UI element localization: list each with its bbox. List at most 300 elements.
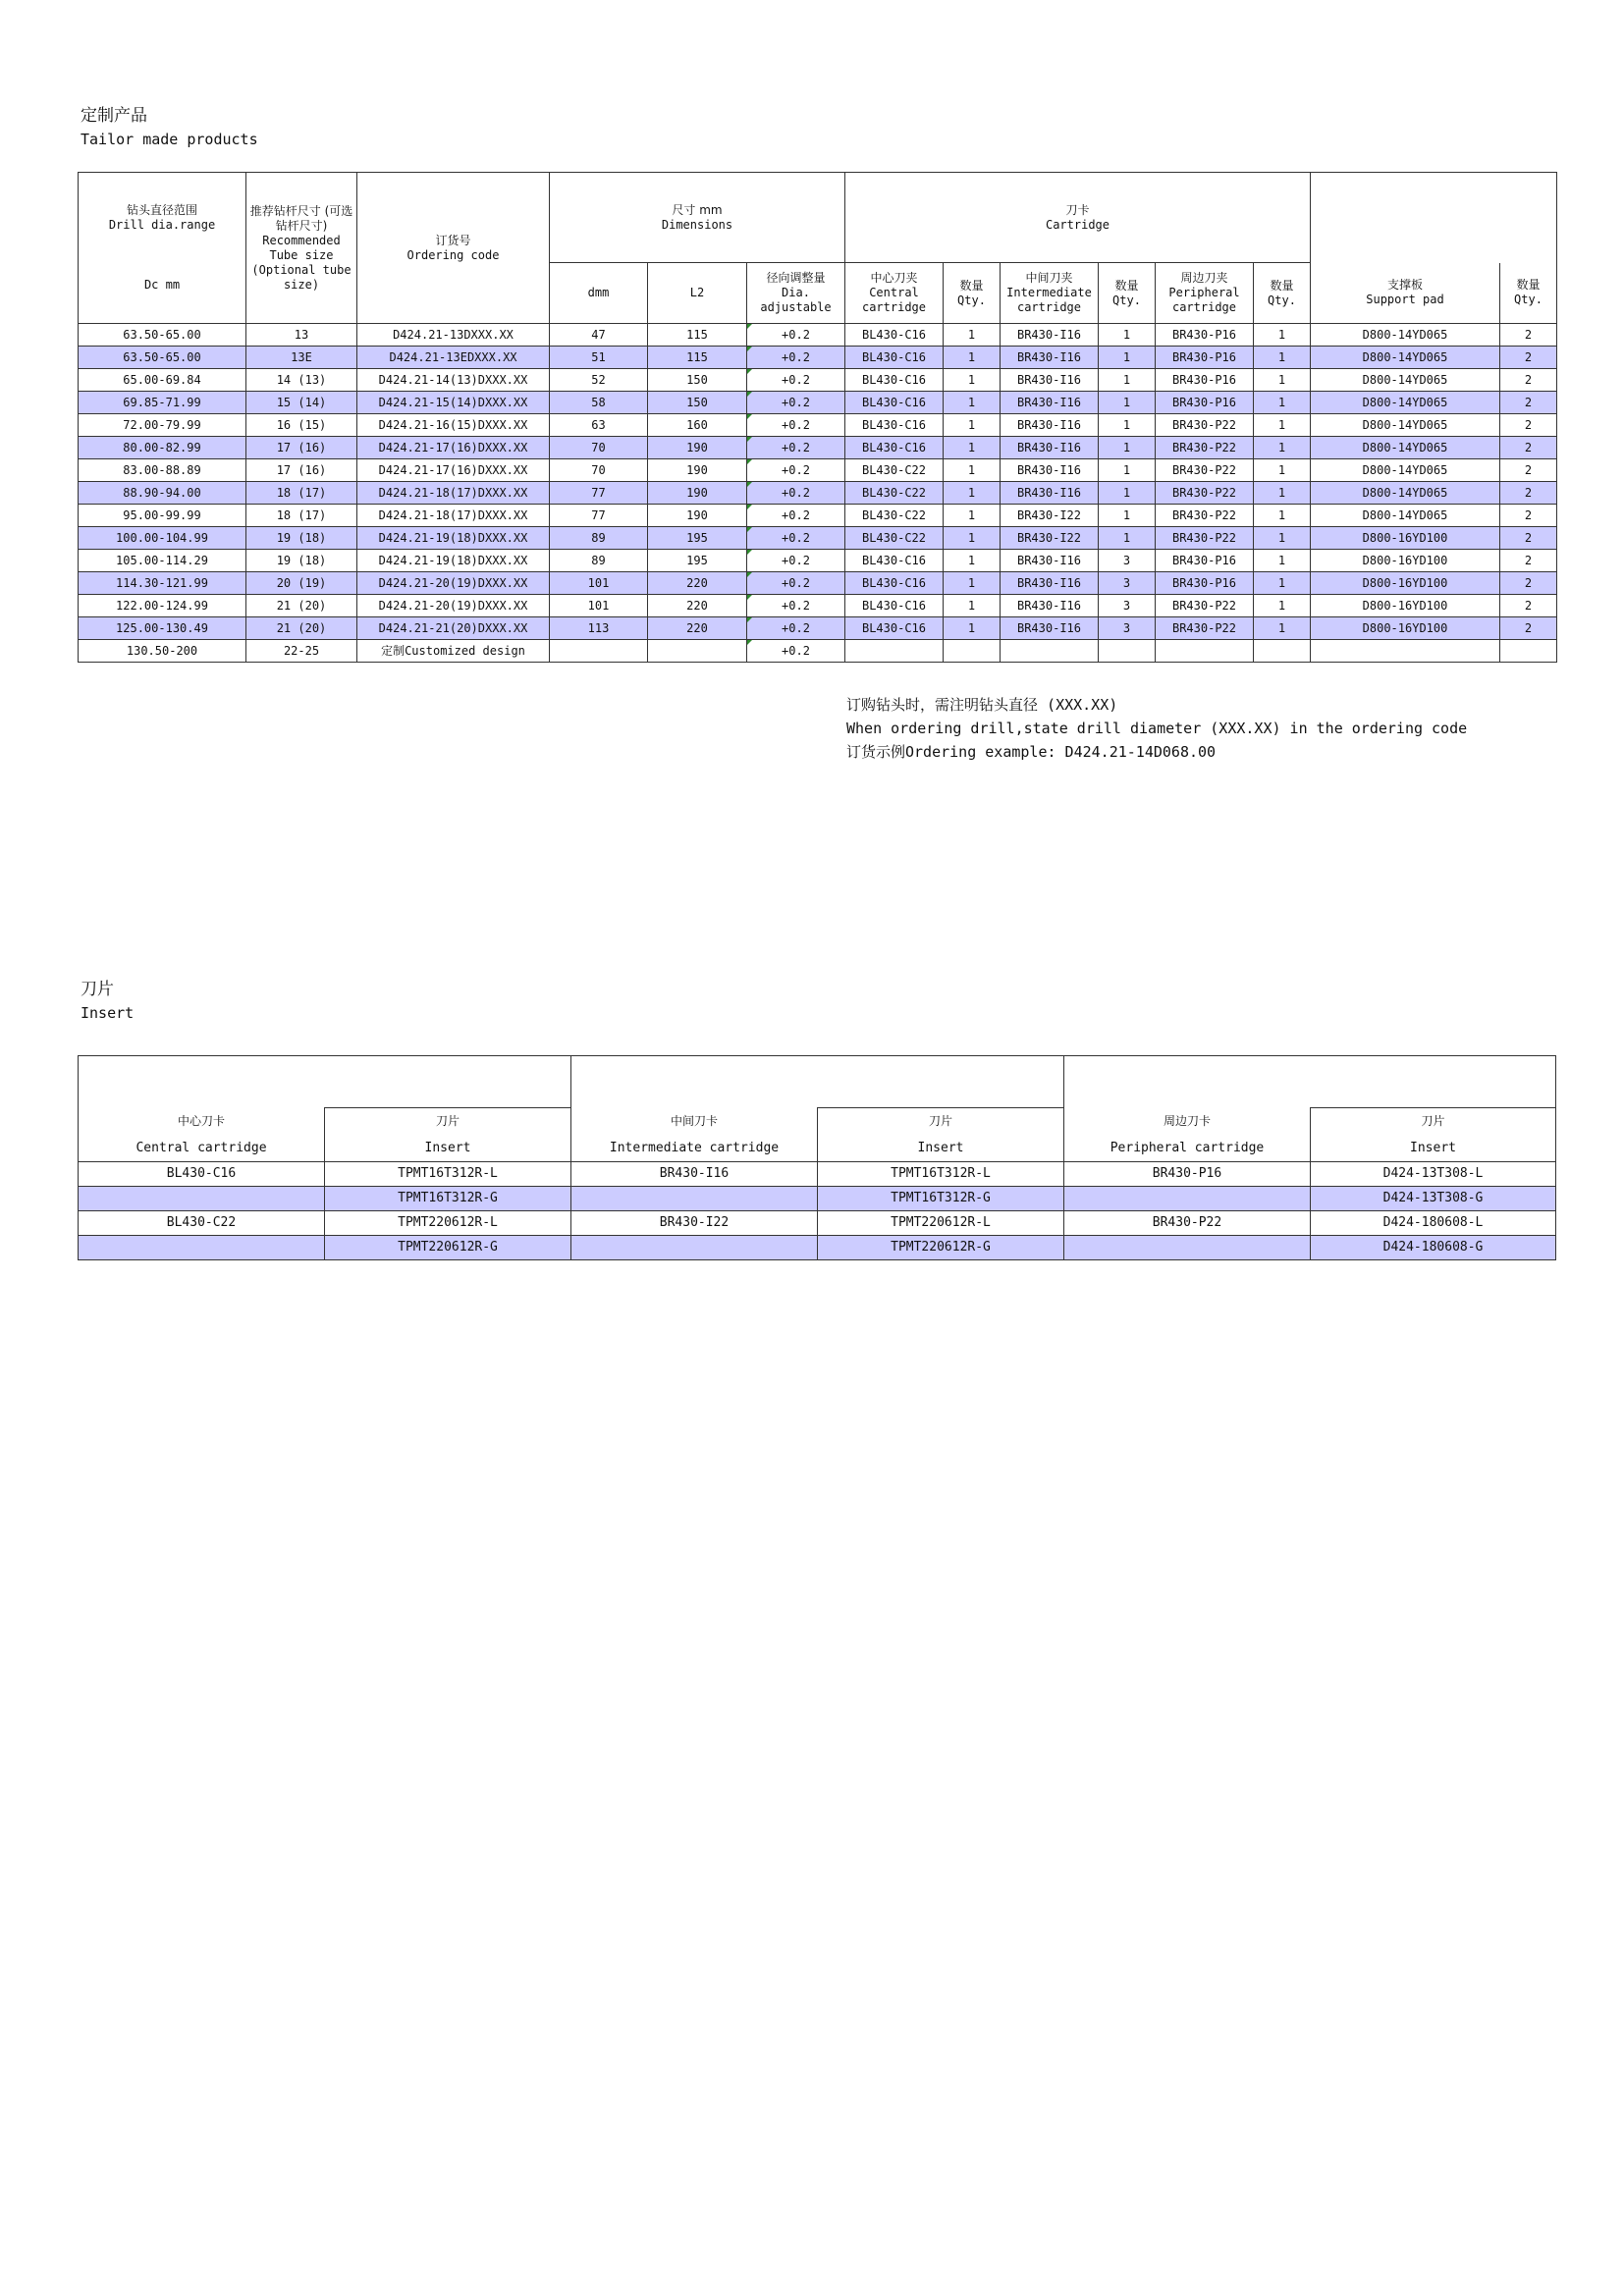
cell-dia-adjustable: +0.2: [747, 347, 845, 369]
cell-drill-range: 69.85-71.99: [79, 392, 246, 414]
cell-l2: 220: [648, 595, 747, 617]
cell-l2: 150: [648, 392, 747, 414]
cell-peripheral-cartridge: [1156, 640, 1254, 663]
cell-central-cartridge: BL430-C16: [845, 414, 944, 437]
cell-dia-adjustable: +0.2: [747, 550, 845, 572]
header-cartridge-cn: 刀卡: [1065, 202, 1090, 217]
note-ordering-example: 订货示例Ordering example: D424.21-14D068.00: [846, 743, 1217, 761]
cell-tube-size: 18 (17): [246, 482, 357, 505]
cell-peripheral-cartridge: BR430-P16: [1156, 347, 1254, 369]
cell-support-pad: D800-14YD065: [1311, 392, 1500, 414]
cell-intermediate-cartridge: [571, 1236, 818, 1260]
cell-intermediate-cartridge: BR430-I16: [1001, 414, 1099, 437]
insert-header-insert-cn: 刀片: [435, 1114, 460, 1128]
cell-dia-adjustable: +0.2: [747, 595, 845, 617]
cell-ordering-code: D424.21-21(20)DXXX.XX: [357, 617, 550, 640]
header-qty-peripheral: [1254, 263, 1311, 324]
cell-l2: 160: [648, 414, 747, 437]
cell-peripheral-cartridge: BR430-P22: [1156, 505, 1254, 527]
cell-l2: 220: [648, 617, 747, 640]
cell-qty-pad: 2: [1500, 595, 1557, 617]
cell-tube-size: 21 (20): [246, 595, 357, 617]
cell-dia-adjustable: +0.2: [747, 437, 845, 459]
insert-header-central-cn: 中心刀卡: [177, 1113, 225, 1128]
cell-qty-central: 1: [944, 392, 1001, 414]
cell-qty-peripheral: 1: [1254, 527, 1311, 550]
cell-central-cartridge: BL430-C22: [845, 459, 944, 482]
cell-intermediate-cartridge: BR430-I16: [1001, 482, 1099, 505]
cell-central-cartridge: BL430-C22: [79, 1211, 325, 1236]
cell-qty-peripheral: 1: [1254, 550, 1311, 572]
section-title-en: Tailor made products: [81, 131, 258, 148]
cell-qty-pad: 2: [1500, 572, 1557, 595]
cell-dia-adjustable: +0.2: [747, 482, 845, 505]
cell-support-pad: D800-14YD065: [1311, 459, 1500, 482]
section-title-tailor-made: [81, 104, 258, 151]
header-central-cartridge: [845, 263, 944, 324]
cell-qty-intermediate: 3: [1099, 572, 1156, 595]
cell-tube-size: 20 (19): [246, 572, 357, 595]
header-qty-en: Qty.: [957, 293, 986, 307]
cell-ordering-code: D424.21-14(13)DXXX.XX: [357, 369, 550, 392]
cell-qty-pad: 2: [1500, 505, 1557, 527]
cell-qty-peripheral: 1: [1254, 414, 1311, 437]
cell-intermediate-cartridge: BR430-I16: [1001, 369, 1099, 392]
product-row: [79, 505, 1557, 527]
cell-qty-peripheral: 1: [1254, 369, 1311, 392]
product-row: [79, 437, 1557, 459]
product-row: [79, 595, 1557, 617]
insert-group-central: [79, 1056, 571, 1108]
cell-ordering-code: D424.21-16(15)DXXX.XX: [357, 414, 550, 437]
cell-qty-peripheral: 1: [1254, 572, 1311, 595]
cell-dia-adjustable: +0.2: [747, 324, 845, 347]
cell-l2: 195: [648, 550, 747, 572]
product-row: [79, 459, 1557, 482]
cell-l2: 115: [648, 324, 747, 347]
cell-qty-pad: 2: [1500, 392, 1557, 414]
cell-qty-central: 1: [944, 414, 1001, 437]
cell-peripheral-insert: D424-180608-G: [1311, 1236, 1556, 1260]
cell-tube-size: 17 (16): [246, 459, 357, 482]
product-row: [79, 324, 1557, 347]
cell-qty-intermediate: 1: [1099, 437, 1156, 459]
cell-dia-adjustable: +0.2: [747, 527, 845, 550]
cell-intermediate-cartridge: BR430-I22: [1001, 505, 1099, 527]
cell-peripheral-cartridge: BR430-P16: [1156, 369, 1254, 392]
insert-header-insert-en: Insert: [917, 1141, 964, 1155]
header-dmm: dmm: [550, 263, 648, 324]
cell-dmm: 113: [550, 617, 648, 640]
products-table-body: [79, 324, 1557, 663]
header-dimensions: [550, 173, 845, 263]
header-pad-cn: 支撑板: [1386, 278, 1423, 293]
cell-qty-central: [944, 640, 1001, 663]
cell-support-pad: D800-14YD065: [1311, 505, 1500, 527]
ordering-notes: [846, 693, 1467, 764]
cell-intermediate-cartridge: [1001, 640, 1099, 663]
cell-qty-intermediate: [1099, 640, 1156, 663]
header-dimensions-en: Dimensions: [661, 217, 733, 232]
cell-central-cartridge: BL430-C16: [845, 369, 944, 392]
cell-dmm: 89: [550, 550, 648, 572]
cell-central-cartridge: BL430-C16: [845, 617, 944, 640]
cell-qty-intermediate: 1: [1099, 414, 1156, 437]
cell-support-pad: D800-14YD065: [1311, 482, 1500, 505]
cell-peripheral-cartridge: BR430-P22: [1156, 437, 1254, 459]
cell-drill-range: 72.00-79.99: [79, 414, 246, 437]
cell-dmm: 51: [550, 347, 648, 369]
cell-tube-size: 22-25: [246, 640, 357, 663]
cell-tube-size: 17 (16): [246, 437, 357, 459]
cell-peripheral-cartridge: BR430-P22: [1156, 482, 1254, 505]
header-l2: L2: [648, 263, 747, 324]
insert-group-intermediate: [571, 1056, 1064, 1108]
cell-tube-size: 19 (18): [246, 550, 357, 572]
header-central-cn: 中心刀夹: [870, 271, 918, 285]
cell-central-insert: TPMT220612R-L: [325, 1211, 571, 1236]
header-drill-range-cn: 钻头直径范围: [126, 203, 197, 217]
cell-ordering-code: 定制Customized design: [357, 640, 550, 663]
header-ordering-code-cn: 订货号: [435, 233, 471, 247]
cell-qty-pad: 2: [1500, 369, 1557, 392]
cell-support-pad: D800-14YD065: [1311, 369, 1500, 392]
cell-qty-intermediate: 1: [1099, 482, 1156, 505]
cell-intermediate-cartridge: BR430-I16: [1001, 572, 1099, 595]
header-qty-cn: 数量: [1114, 278, 1139, 293]
cell-central-cartridge: BL430-C16: [845, 347, 944, 369]
cell-l2: 190: [648, 482, 747, 505]
cell-ordering-code: D424.21-19(18)DXXX.XX: [357, 527, 550, 550]
cell-support-pad: D800-16YD100: [1311, 595, 1500, 617]
cell-tube-size: 13: [246, 324, 357, 347]
cell-tube-size: 18 (17): [246, 505, 357, 527]
cell-qty-peripheral: 1: [1254, 482, 1311, 505]
cell-ordering-code: D424.21-17(16)DXXX.XX: [357, 437, 550, 459]
cell-ordering-code: D424.21-20(19)DXXX.XX: [357, 572, 550, 595]
cell-support-pad: D800-16YD100: [1311, 550, 1500, 572]
cell-dmm: 101: [550, 572, 648, 595]
cell-qty-peripheral: 1: [1254, 505, 1311, 527]
cell-qty-central: 1: [944, 437, 1001, 459]
insert-header-peripheral: [1064, 1108, 1311, 1162]
cell-dmm: 89: [550, 527, 648, 550]
cell-support-pad: D800-14YD065: [1311, 437, 1500, 459]
cell-qty-central: 1: [944, 324, 1001, 347]
cell-dmm: 70: [550, 437, 648, 459]
cell-l2: 220: [648, 572, 747, 595]
insert-table-body: [79, 1056, 1556, 1260]
cell-qty-intermediate: 1: [1099, 459, 1156, 482]
cell-central-cartridge: BL430-C22: [845, 505, 944, 527]
cell-intermediate-insert: TPMT16T312R-G: [818, 1187, 1064, 1211]
header-adj-cn: 径向调整量: [766, 271, 826, 285]
product-row: [79, 550, 1557, 572]
cell-drill-range: 83.00-88.89: [79, 459, 246, 482]
cell-qty-central: 1: [944, 617, 1001, 640]
cell-intermediate-cartridge: BR430-I16: [1001, 392, 1099, 414]
cell-qty-intermediate: 3: [1099, 595, 1156, 617]
cell-dmm: 77: [550, 482, 648, 505]
cell-intermediate-cartridge: BR430-I22: [571, 1211, 818, 1236]
cell-support-pad: D800-16YD100: [1311, 617, 1500, 640]
cell-qty-intermediate: 3: [1099, 617, 1156, 640]
cell-intermediate-cartridge: [571, 1187, 818, 1211]
header-pad-en: Support pad: [1366, 293, 1444, 307]
cell-qty-peripheral: 1: [1254, 595, 1311, 617]
insert-header-row: [79, 1108, 1556, 1162]
cell-central-cartridge: BL430-C16: [79, 1162, 325, 1187]
header-adj-en: Dia. adjustable: [760, 286, 832, 314]
cell-qty-pad: 2: [1500, 437, 1557, 459]
cell-intermediate-cartridge: BR430-I16: [1001, 550, 1099, 572]
cell-qty-pad: 2: [1500, 617, 1557, 640]
insert-row: [79, 1162, 1556, 1187]
cell-qty-intermediate: 1: [1099, 527, 1156, 550]
cell-peripheral-cartridge: BR430-P16: [1064, 1162, 1311, 1187]
cell-l2: 190: [648, 505, 747, 527]
cell-peripheral-insert: D424-180608-L: [1311, 1211, 1556, 1236]
cell-support-pad: D800-14YD065: [1311, 414, 1500, 437]
cell-qty-intermediate: 3: [1099, 550, 1156, 572]
header-tube-size-cn: 推荐钻杆尺寸 (可选钻杆尺寸): [249, 203, 353, 233]
cell-support-pad: [1311, 640, 1500, 663]
cell-qty-central: 1: [944, 505, 1001, 527]
header-ordering-code: [357, 173, 550, 324]
cell-intermediate-cartridge: BR430-I16: [571, 1162, 818, 1187]
header-dia-adjustable: [747, 263, 845, 324]
header-qty-cn: 数量: [959, 278, 984, 293]
insert-header-intermediate: [571, 1108, 818, 1162]
cell-dia-adjustable: +0.2: [747, 392, 845, 414]
cell-support-pad: D800-16YD100: [1311, 527, 1500, 550]
cell-drill-range: 122.00-124.99: [79, 595, 246, 617]
insert-header-inter-en: Intermediate cartridge: [609, 1140, 780, 1155]
cell-qty-pad: [1500, 640, 1557, 663]
cell-intermediate-cartridge: BR430-I16: [1001, 459, 1099, 482]
cell-support-pad: D800-16YD100: [1311, 572, 1500, 595]
section-title-en: Insert: [81, 1004, 135, 1022]
cell-peripheral-cartridge: BR430-P16: [1156, 392, 1254, 414]
product-row: [79, 527, 1557, 550]
header-support-pad: [1311, 263, 1500, 324]
cell-dmm: 70: [550, 459, 648, 482]
cell-qty-peripheral: 1: [1254, 392, 1311, 414]
cell-peripheral-insert: D424-13T308-L: [1311, 1162, 1556, 1187]
cell-l2: 190: [648, 437, 747, 459]
cell-central-cartridge: [79, 1187, 325, 1211]
header-qty-en: Qty.: [1514, 293, 1543, 307]
cell-intermediate-cartridge: BR430-I16: [1001, 324, 1099, 347]
header-inter-cn: 中间刀夹: [1025, 271, 1073, 285]
cell-qty-intermediate: 1: [1099, 392, 1156, 414]
cell-dmm: 63: [550, 414, 648, 437]
cell-drill-range: 100.00-104.99: [79, 527, 246, 550]
cell-central-insert: TPMT16T312R-L: [325, 1162, 571, 1187]
product-row: [79, 392, 1557, 414]
cell-drill-range: 114.30-121.99: [79, 572, 246, 595]
insert-row: [79, 1211, 1556, 1236]
cell-peripheral-cartridge: BR430-P22: [1156, 595, 1254, 617]
cell-dmm: 52: [550, 369, 648, 392]
header-intermediate-cartridge: [1001, 263, 1099, 324]
cell-peripheral-cartridge: BR430-P22: [1064, 1211, 1311, 1236]
cell-tube-size: 14 (13): [246, 369, 357, 392]
insert-header-insert-cn: 刀片: [1421, 1114, 1445, 1128]
cell-intermediate-insert: TPMT16T312R-L: [818, 1162, 1064, 1187]
header-tube-size: [246, 173, 357, 324]
cell-l2: [648, 640, 747, 663]
cell-drill-range: 95.00-99.99: [79, 505, 246, 527]
cell-intermediate-cartridge: BR430-I16: [1001, 617, 1099, 640]
cell-dmm: 58: [550, 392, 648, 414]
header-qty-pad: [1500, 263, 1557, 324]
header-inter-en: Intermediate cartridge: [1006, 286, 1092, 314]
cell-qty-central: 1: [944, 527, 1001, 550]
cell-l2: 150: [648, 369, 747, 392]
cell-dmm: [550, 640, 648, 663]
insert-header-insert-en: Insert: [424, 1141, 471, 1155]
insert-header-central-en: Central cartridge: [135, 1140, 267, 1155]
cell-qty-pad: 2: [1500, 482, 1557, 505]
cell-central-cartridge: [79, 1236, 325, 1260]
cell-ordering-code: D424.21-19(18)DXXX.XX: [357, 550, 550, 572]
cell-central-cartridge: [845, 640, 944, 663]
cell-qty-intermediate: 1: [1099, 347, 1156, 369]
cell-dia-adjustable: +0.2: [747, 640, 845, 663]
header-peri-en: Peripheral cartridge: [1168, 286, 1240, 314]
cell-ordering-code: D424.21-18(17)DXXX.XX: [357, 505, 550, 527]
cell-qty-peripheral: 1: [1254, 459, 1311, 482]
cell-dmm: 101: [550, 595, 648, 617]
product-row: [79, 617, 1557, 640]
cell-central-cartridge: BL430-C22: [845, 482, 944, 505]
section-title-cn: 刀片: [81, 980, 114, 999]
cell-ordering-code: D424.21-15(14)DXXX.XX: [357, 392, 550, 414]
cell-qty-pad: 2: [1500, 414, 1557, 437]
cell-qty-central: 1: [944, 572, 1001, 595]
cell-dmm: 77: [550, 505, 648, 527]
cell-qty-intermediate: 1: [1099, 369, 1156, 392]
product-row: [79, 482, 1557, 505]
header-qty-cn: 数量: [1270, 278, 1294, 293]
cell-qty-central: 1: [944, 595, 1001, 617]
product-row: [79, 572, 1557, 595]
cell-intermediate-insert: TPMT220612R-G: [818, 1236, 1064, 1260]
cell-dia-adjustable: +0.2: [747, 369, 845, 392]
cell-qty-intermediate: 1: [1099, 505, 1156, 527]
insert-header-inter-cn: 中间刀卡: [670, 1113, 718, 1128]
insert-header-insert: [325, 1108, 571, 1162]
cell-tube-size: 21 (20): [246, 617, 357, 640]
cell-central-cartridge: BL430-C16: [845, 437, 944, 459]
cell-drill-range: 80.00-82.99: [79, 437, 246, 459]
header-support-group: [1311, 173, 1557, 263]
cell-ordering-code: D424.21-20(19)DXXX.XX: [357, 595, 550, 617]
note-line-cn: 订购钻头时，需注明钻头直径 (XXX.XX): [846, 696, 1118, 714]
cell-drill-range: 88.90-94.00: [79, 482, 246, 505]
header-peri-cn: 周边刀夹: [1180, 271, 1228, 285]
cell-peripheral-cartridge: BR430-P22: [1156, 617, 1254, 640]
cell-support-pad: D800-14YD065: [1311, 324, 1500, 347]
cell-drill-range: 65.00-69.84: [79, 369, 246, 392]
cell-qty-pad: 2: [1500, 347, 1557, 369]
cell-peripheral-cartridge: [1064, 1187, 1311, 1211]
cell-drill-range: 63.50-65.00: [79, 324, 246, 347]
cell-central-cartridge: BL430-C22: [845, 527, 944, 550]
cell-qty-peripheral: 1: [1254, 347, 1311, 369]
cell-qty-central: 1: [944, 347, 1001, 369]
header-drill-range-en: Drill dia.range: [108, 218, 216, 232]
cell-tube-size: 19 (18): [246, 527, 357, 550]
header-dc-mm: Dc mm: [143, 278, 181, 292]
cell-dia-adjustable: +0.2: [747, 459, 845, 482]
cell-peripheral-cartridge: BR430-P16: [1156, 550, 1254, 572]
insert-group-peripheral: [1064, 1056, 1556, 1108]
cell-qty-pad: 2: [1500, 527, 1557, 550]
cell-drill-range: 130.50-200: [79, 640, 246, 663]
cell-tube-size: 16 (15): [246, 414, 357, 437]
cell-dia-adjustable: +0.2: [747, 505, 845, 527]
header-tube-size-en: Recommended Tube size (Optional tube size): [251, 233, 352, 292]
cell-qty-pad: 2: [1500, 459, 1557, 482]
cell-qty-peripheral: 1: [1254, 437, 1311, 459]
cell-peripheral-cartridge: BR430-P22: [1156, 414, 1254, 437]
cell-qty-pad: 2: [1500, 324, 1557, 347]
cell-drill-range: 63.50-65.00: [79, 347, 246, 369]
header-central-en: Central cartridge: [861, 286, 927, 314]
cell-intermediate-cartridge: BR430-I16: [1001, 347, 1099, 369]
cell-dia-adjustable: +0.2: [747, 414, 845, 437]
cell-intermediate-insert: TPMT220612R-L: [818, 1211, 1064, 1236]
cell-drill-range: 125.00-130.49: [79, 617, 246, 640]
cell-drill-range: 105.00-114.29: [79, 550, 246, 572]
insert-row: [79, 1236, 1556, 1260]
cell-peripheral-cartridge: BR430-P22: [1156, 459, 1254, 482]
cell-peripheral-cartridge: BR430-P22: [1156, 527, 1254, 550]
product-row: [79, 369, 1557, 392]
cell-central-cartridge: BL430-C16: [845, 595, 944, 617]
cell-dmm: 47: [550, 324, 648, 347]
cell-qty-intermediate: 1: [1099, 324, 1156, 347]
cell-qty-peripheral: [1254, 640, 1311, 663]
cell-intermediate-cartridge: BR430-I16: [1001, 437, 1099, 459]
header-qty-intermediate: [1099, 263, 1156, 324]
cell-l2: 195: [648, 527, 747, 550]
section-title-cn: 定制产品: [81, 106, 147, 126]
cell-peripheral-cartridge: BR430-P16: [1156, 324, 1254, 347]
note-line-en: When ordering drill,state drill diameter (XXX.XX) in the ordering code: [846, 720, 1468, 737]
insert-header-insert: [818, 1108, 1064, 1162]
cell-peripheral-insert: D424-13T308-G: [1311, 1187, 1556, 1211]
cell-qty-central: 1: [944, 369, 1001, 392]
header-qty-en: Qty.: [1268, 293, 1296, 307]
header-qty-en: Qty.: [1112, 293, 1141, 307]
insert-header-insert-en: Insert: [1410, 1141, 1456, 1155]
cell-central-insert: TPMT16T312R-G: [325, 1187, 571, 1211]
cell-central-cartridge: BL430-C16: [845, 572, 944, 595]
header-qty-cn: 数量: [1516, 278, 1541, 293]
cell-qty-central: 1: [944, 550, 1001, 572]
header-dimensions-cn: 尺寸 mm: [672, 202, 723, 217]
cell-ordering-code: D424.21-18(17)DXXX.XX: [357, 482, 550, 505]
cell-dia-adjustable: +0.2: [747, 572, 845, 595]
tailor-made-products-table: [78, 172, 1557, 663]
header-drill-range: [79, 173, 246, 324]
cell-peripheral-cartridge: [1064, 1236, 1311, 1260]
cell-ordering-code: D424.21-13EDXXX.XX: [357, 347, 550, 369]
product-row: [79, 640, 1557, 663]
